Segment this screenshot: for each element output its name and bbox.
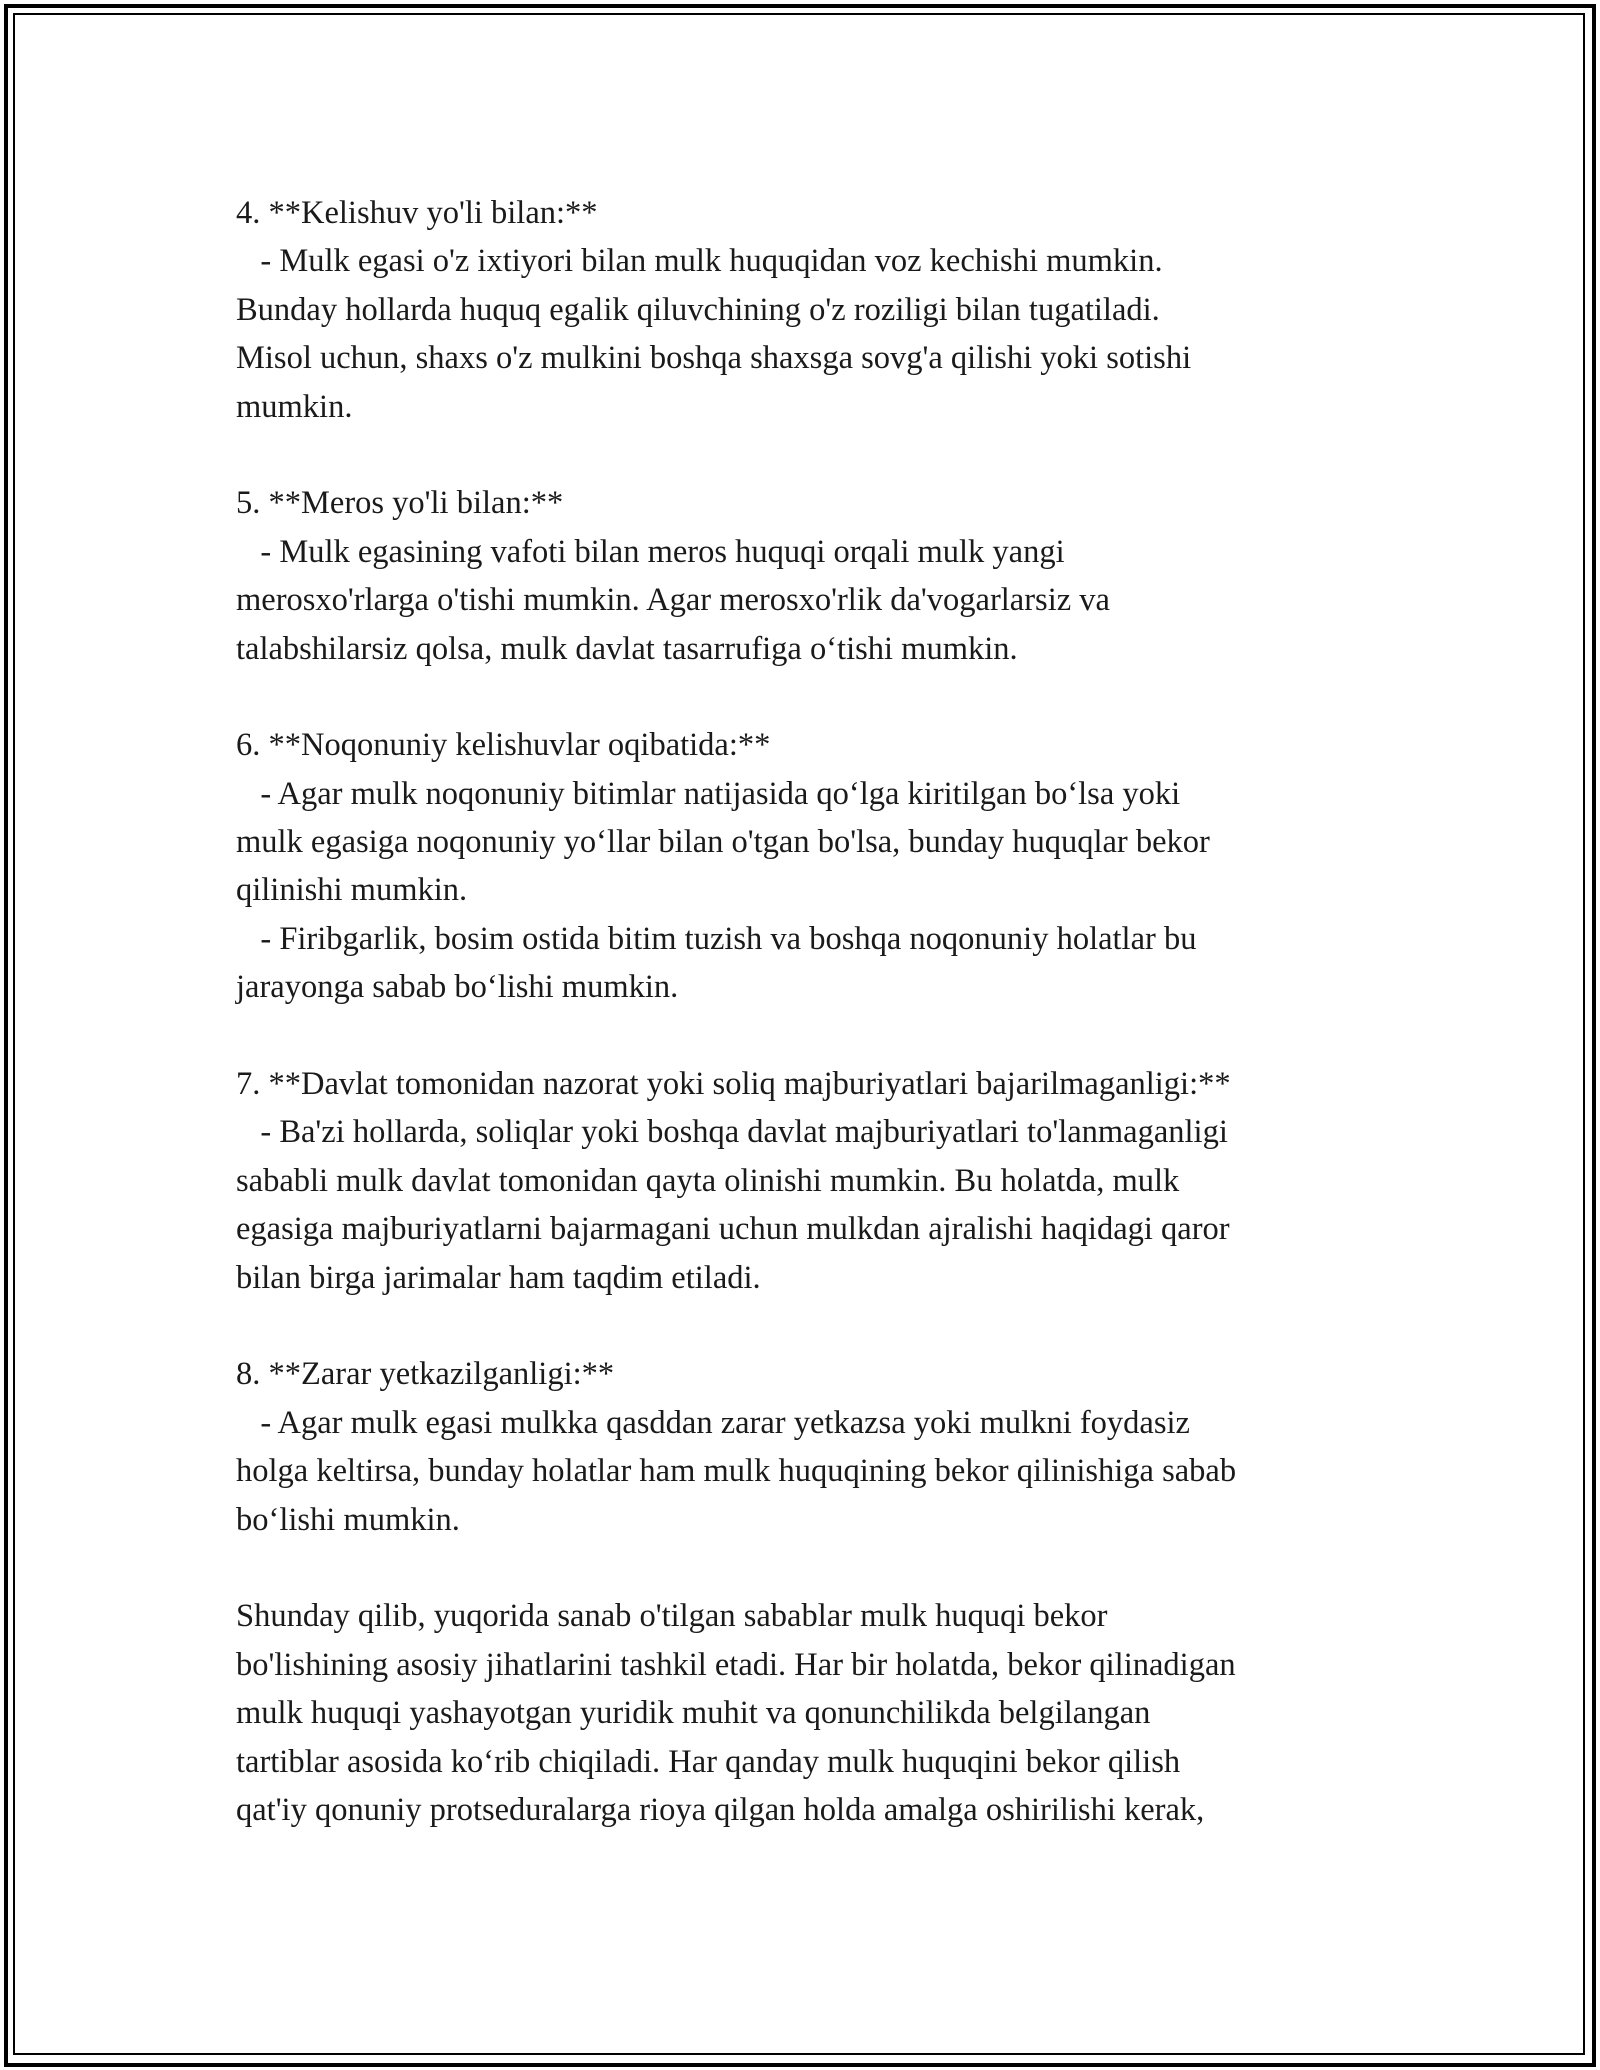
text-line: bo'lishining asosiy jihatlarini tashkil etadi. Har bir holatda, bekor qilinadigan [236, 1646, 1236, 1683]
section-heading: 8. **Zarar yetkazilganligi:** [236, 1356, 615, 1393]
text-line: bo‘lishi mumkin. [236, 1501, 460, 1538]
section-5 [236, 479, 1426, 673]
text-line: bilan birga jarimalar ham taqdim etiladi. [236, 1259, 761, 1296]
text-line: Bunday hollarda huquq egalik qiluvchining o'z roziligi bilan tugatiladi. [236, 291, 1160, 328]
section-heading: 7. **Davlat tomonidan nazorat yoki soliq majburiyatlari bajarilmaganligi:** [236, 1066, 1231, 1103]
text-line: - Firibgarlik, bosim ostida bitim tuzish va boshqa noqonuniy holatlar bu [236, 920, 1197, 957]
text-line: egasiga majburiyatlarni bajarmagani uchun mulkdan ajralishi haqidagi qaror [236, 1211, 1230, 1248]
text-line: holga keltirsa, bunday holatlar ham mulk huquqining bekor qilinishiga sabab [236, 1453, 1237, 1490]
section-6 [236, 721, 1426, 1011]
section-heading: 4. **Kelishuv yo'li bilan:** [236, 195, 598, 231]
text-line: - Agar mulk noqonuniy bitimlar natijasida qo‘lga kiritilgan bo‘lsa yoki [236, 775, 1181, 812]
text-line: mumkin. [236, 388, 353, 425]
section-heading: 6. **Noqonuniy kelishuvlar oqibatida:** [236, 727, 771, 764]
text-line: tartiblar asosida ko‘rib chiqiladi. Har qanday mulk huquqini bekor qilish [236, 1743, 1181, 1780]
section-4 [236, 189, 1426, 431]
text-line: merosxo'rlarga o'tishi mumkin. Agar merosxo'rlik da'vogarlarsiz va [236, 582, 1110, 619]
text-line: qat'iy qonuniy protseduralarga rioya qilgan holda amalga oshirilishi kerak, [236, 1791, 1205, 1828]
text-line: Misol uchun, shaxs o'z mulkini boshqa shaxsga sovg'a qilishi yoki sotishi [236, 340, 1192, 377]
text-line: - Mulk egasining vafoti bilan meros huquqi orqali mulk yangi [236, 533, 1065, 570]
text-line: - Ba'zi hollarda, soliqlar yoki boshqa davlat majburiyatlari to'lanmaganligi [236, 1114, 1228, 1151]
paragraph-spacer [236, 1012, 1426, 1060]
paragraph-spacer [236, 1544, 1426, 1592]
section-8 [236, 1350, 1426, 1544]
conclusion-paragraph [236, 1592, 1426, 1834]
paragraph-spacer [236, 1302, 1426, 1350]
section-7 [236, 1060, 1426, 1302]
text-line: mulk egasiga noqonuniy yo‘llar bilan o'tgan bo'lsa, bunday huquqlar bekor [236, 824, 1210, 861]
text-line: talabshilarsiz qolsa, mulk davlat tasarrufiga o‘tishi mumkin. [236, 630, 1018, 667]
text-line: mulk huquqi yashayotgan yuridik muhit va qonunchilikda belgilangan [236, 1695, 1151, 1732]
text-line: qilinishi mumkin. [236, 872, 468, 909]
text-line: jarayonga sabab bo‘lishi mumkin. [236, 969, 679, 1006]
paragraph-spacer [236, 673, 1426, 721]
section-heading: 5. **Meros yo'li bilan:** [236, 485, 564, 522]
text-line: Shunday qilib, yuqorida sanab o'tilgan sabablar mulk huquqi bekor [236, 1598, 1108, 1635]
document-body [236, 189, 1426, 1834]
paragraph-spacer [236, 431, 1426, 479]
text-line: sababli mulk davlat tomonidan qayta olinishi mumkin. Bu holatda, mulk [236, 1162, 1180, 1199]
text-line: - Mulk egasi o'z ixtiyori bilan mulk huquqidan voz kechishi mumkin. [236, 243, 1163, 280]
text-line: - Agar mulk egasi mulkka qasddan zarar yetkazsa yoki mulkni foydasiz [236, 1404, 1190, 1441]
